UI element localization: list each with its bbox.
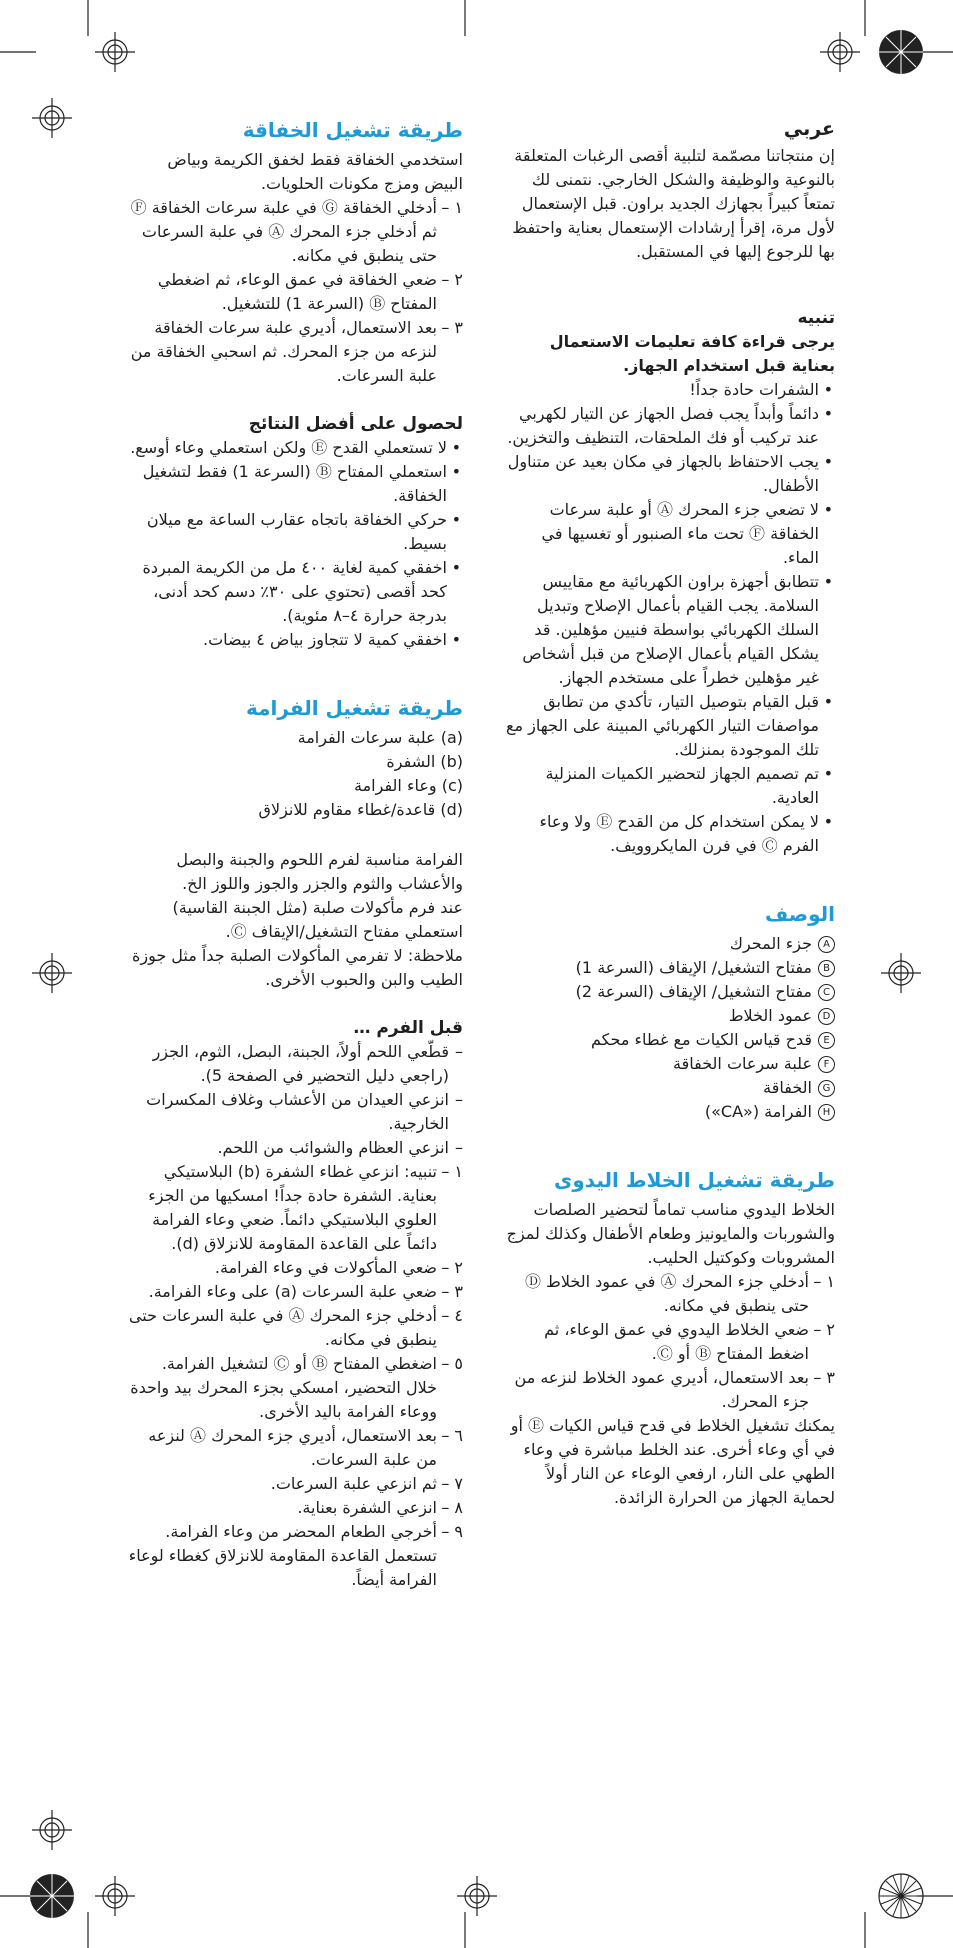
- caution-title: تنبيه: [797, 308, 835, 328]
- best-results-list: [128, 436, 463, 652]
- list-item: • لا تضعي جزء المحرك Ⓐ أو علبة سرعات الخفاقة Ⓕ تحت ماء الصنبور أو تغسيها في الماء.: [505, 498, 835, 570]
- letter-badge: E: [818, 1032, 835, 1049]
- list-item: ٤ – أدخلي جزء المحرك Ⓐ في علبة السرعات حتى ينطبق في مكانه.: [128, 1306, 463, 1349]
- letter-badge: F: [818, 1056, 835, 1073]
- intro-paragraph: إن منتجاتنا مصمّمة لتلبية أقصى الرغبات المتعلقة بالنوعية والوظيفة والشكل الخارجي. نتمنى لك تمتعاً كبيراً بجهازك الجديد براون. قبل الإستعمال لأول مرة، إقرأ إرشادات الإستعمال بعناية واحتفظ بها للرجوع إليها في المستقبل.: [512, 146, 835, 261]
- list-item: • حركي الخفاقة باتجاه عقارب الساعة مع ميلان بسيط.: [128, 508, 463, 556]
- list-item: – انزعي العيدان من الأعشاب وغلاف المكسرات الخارجية.: [128, 1088, 463, 1136]
- caution-list: [505, 378, 835, 858]
- list-item: F علبة سرعات الخفاقة: [505, 1052, 835, 1076]
- list-item: ٣ – بعد الاستعمال، أديري علبة سرعات الخفاقة لنزعه من جزء المحرك. ثم اسحبي الخفاقة من علبة السرعات.: [130, 318, 463, 385]
- whisk-title: طريقة تشغيل الخفاقة: [242, 118, 463, 142]
- left-column: [128, 118, 463, 1592]
- list-item: • قبل القيام بتوصيل التيار، تأكدي من تطابق مواصفات التيار الكهربائي المبينة على الجهاز مع تلك الموجودة بمنزلك.: [505, 690, 835, 762]
- list-item: – انزعي العظام والشوائب من اللحم.: [128, 1136, 463, 1160]
- list-item: (b) الشفرة: [386, 752, 463, 771]
- letter-badge: C: [818, 984, 835, 1001]
- list-item: • اخفقي كمية لغاية ٤٠٠ مل من الكريمة المبردة كحد أقصى (تحتوي على ٣٠٪ دسم كحد أدنى، بدرجة حرارة ٤–٨ مئوية).: [128, 556, 463, 628]
- letter-badge: A: [818, 936, 835, 953]
- list-item: ٨ – انزعي الشفرة بعناية.: [297, 1498, 463, 1517]
- list-item: G الخفاقة: [505, 1076, 835, 1100]
- chopper-steps: [128, 1160, 463, 1592]
- list-item: H الفرامة («CA»): [505, 1100, 835, 1124]
- list-item: ٧ – ثم انزعي علبة السرعات.: [270, 1474, 463, 1493]
- list-item: • الشفرات حادة جداً!: [505, 378, 835, 402]
- list-item: • تتطابق أجهزة براون الكهربائية مع مقاييس السلامة. يجب القيام بأعمال الإصلاح وتبديل السلك الكهربائي بواسطة فنيين مؤهلين. قد يشكل القيام بأعمال الإصلاح من قبل أشخاص غير مؤهلين خطراً على مستخدم الجهاز.: [505, 570, 835, 690]
- list-item: • لا تستعملي القدح Ⓔ ولكن استعملي وعاء أوسع.: [128, 436, 463, 460]
- blender-steps: [505, 1270, 835, 1414]
- blender-intro: الخلاط اليدوي مناسب تماماً لتحضير الصلصات والشوربات والمايونيز وطعام الأطفال وكذلك لمزج المشروبات وكوكتيل الحليب.: [506, 1200, 835, 1267]
- letter-badge: B: [818, 960, 835, 977]
- before-chopping-title: قبل الفرم …: [353, 1018, 463, 1038]
- list-item: ٢ – ضعي الخفاقة في عمق الوعاء، ثم اضغطي المفتاح Ⓑ (السرعة 1) للتشغيل.: [157, 270, 463, 313]
- right-column: [505, 118, 835, 1510]
- list-item: – قطّعي اللحم أولاً، الجبنة، البصل، الثوم، الجزر (راجعي دليل التحضير في الصفحة 5).: [128, 1040, 463, 1088]
- list-item: B مفتاح التشغيل/ الإيقاف (السرعة 1): [505, 956, 835, 980]
- list-item: • لا يمكن استخدام كل من القدح Ⓔ ولا وعاء الفرم Ⓒ في فرن المايكروويف.: [505, 810, 835, 858]
- list-item: • تم تصميم الجهاز لتحضير الكميات المنزلية العادية.: [505, 762, 835, 810]
- chopper-hard-foods: عند فرم مأكولات صلبة (مثل الجبنة القاسية) استعملي مفتاح التشغيل/الإيقاف Ⓒ.: [172, 898, 463, 941]
- whisk-steps: [128, 196, 463, 388]
- letter-badge: H: [818, 1104, 835, 1121]
- language-heading: عربي: [783, 118, 835, 140]
- list-item: ٣ – ضعي علبة السرعات (a) على وعاء الفرامة.: [148, 1282, 463, 1301]
- list-item: ١ – أدخلي جزء المحرك Ⓐ في عمود الخلاط Ⓓ حتى ينطبق في مكانه.: [524, 1272, 835, 1315]
- list-item: ٢ – ضعي المأكولات في وعاء الفرامة.: [214, 1258, 463, 1277]
- letter-badge: D: [818, 1008, 835, 1025]
- before-chopping-list: [128, 1040, 463, 1160]
- list-item: • يجب الاحتفاظ بالجهاز في مكان بعيد عن متناول الأطفال.: [505, 450, 835, 498]
- list-item: (c) وعاء الفرامة: [354, 776, 463, 795]
- list-item: ١ – تنبيه: انزعي غطاء الشفرة (b) البلاستيكي بعناية. الشفرة حادة جداً! امسكيها من الجزء العلوي البلاستيكي دائماً. ضعي وعاء الفرامة دائماً على القاعدة المقاومة للانزلاق (d).: [148, 1162, 463, 1253]
- list-item: (d) قاعدة/غطاء مقاوم للانزلاق: [258, 800, 463, 819]
- list-item: ٦ – بعد الاستعمال، أديري جزء المحرك Ⓐ لنزعه من علبة السرعات.: [148, 1426, 463, 1469]
- list-item: E قدح قياس الكيات مع غطاء محكم: [505, 1028, 835, 1052]
- chopper-parts: [128, 726, 463, 822]
- list-item: ٥ – اضغطي المفتاح Ⓑ أو Ⓒ لتشغيل الفرامة. خلال التحضير، امسكي بجزء المحرك بيد واحدة ووعاء الفرامة باليد الأخرى.: [130, 1354, 463, 1421]
- list-item: (a) علبة سرعات الفرامة: [297, 728, 463, 747]
- letter-badge: G: [818, 1080, 835, 1097]
- description-list: [505, 932, 835, 1124]
- list-item: • استعملي المفتاح Ⓑ (السرعة 1) فقط لتشغيل الخفاقة.: [128, 460, 463, 508]
- list-item: A جزء المحرك: [505, 932, 835, 956]
- list-item: D عمود الخلاط: [505, 1004, 835, 1028]
- list-item: • اخفقي كمية لا تتجاوز بياض ٤ بيضات.: [128, 628, 463, 652]
- chopper-intro: الفرامة مناسبة لفرم اللحوم والجبنة والبصل والأعشاب والثوم والجزر والجوز واللوز الخ.: [176, 850, 463, 893]
- list-item: ٢ – ضعي الخلاط اليدوي في عمق الوعاء، ثم اضغط المفتاح Ⓑ أو Ⓒ.: [544, 1320, 835, 1363]
- best-results-title: لحصول على أفضل النتائج: [248, 414, 463, 434]
- description-title: الوصف: [764, 902, 835, 926]
- list-item: ٣ – بعد الاستعمال، أديري عمود الخلاط لنزعه من جزء المحرك.: [514, 1368, 835, 1411]
- whisk-intro: استخدمي الخفاقة فقط لخفق الكريمة وبياض البيض ومزج مكونات الحلويات.: [167, 150, 463, 193]
- blender-title: طريقة تشغيل الخلاط اليدوى: [554, 1168, 835, 1192]
- list-item: ١ – أدخلي الخفاقة Ⓖ في علبة سرعات الخفاقة Ⓕ ثم أدخلي جزء المحرك Ⓐ في علبة السرعات حتى ينطبق في مكانه.: [130, 198, 463, 265]
- blender-note: يمكنك تشغيل الخلاط في قدح قياس الكيات Ⓔ أو في أي وعاء أخرى. عند الخلط مباشرة في وعاء الطهي على النار، ارفعي الوعاء عن النار أولاً لحماية الجهاز من الحرارة الزائدة.: [510, 1416, 835, 1507]
- chopper-title: طريقة تشغيل الفرامة: [246, 696, 463, 720]
- chopper-note: ملاحظة: لا تفرمي المأكولات الصلبة جداً مثل جوزة الطيب والبن والحبوب الأخرى.: [131, 946, 463, 989]
- list-item: • دائماً وأبداً يجب فصل الجهاز عن التيار لكهربي عند تركيب أو فك الملحقات، التنظيف والتخزين.: [505, 402, 835, 450]
- list-item: C مفتاح التشغيل/ الإيقاف (السرعة 2): [505, 980, 835, 1004]
- caution-bold: يرجى قراءة كافة تعليمات الاستعمال بعناية قبل استخدام الجهاز.: [549, 332, 835, 375]
- list-item: ٩ – أخرجي الطعام المحضر من وعاء الفرامة. تستعمل القاعدة المقاومة للانزلاق كغطاء لوعاء الفرامة أيضاً.: [128, 1522, 463, 1589]
